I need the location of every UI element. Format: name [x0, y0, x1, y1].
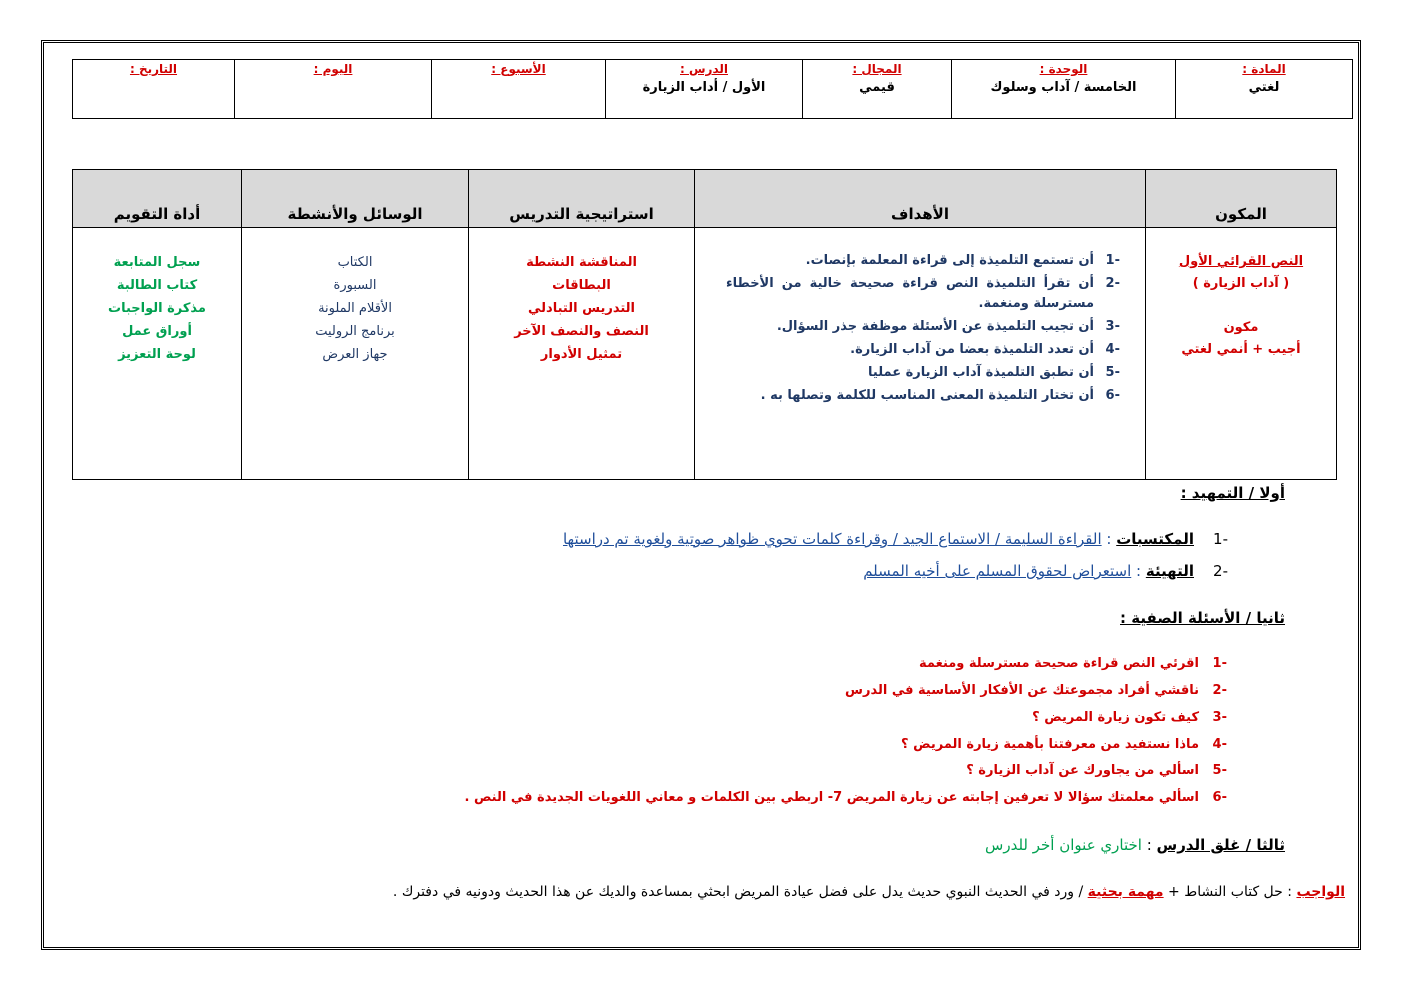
table-header-row [73, 170, 1337, 228]
field-value: قيمي [859, 80, 895, 95]
goal-number: -6 [1105, 388, 1120, 403]
evaluation-item: مذكرة الواجبات [108, 301, 206, 316]
question-number: -4 [1212, 737, 1227, 752]
header-goals: الأهداف [695, 170, 1146, 228]
goal-number: -5 [1105, 365, 1120, 380]
day-label: اليوم : [313, 62, 353, 76]
intro-item-1-number: -1 [1213, 530, 1228, 548]
tool-item: برنامج الروليت [315, 324, 395, 339]
question-item [464, 790, 1227, 805]
question-text: اسألي معلمتك سؤالا لا تعرفين إجابته عن زيارة المريض 7- اربطي بين الكلمات و معاني اللغويات الجديدة في النص . [464, 790, 1199, 805]
question-number: -1 [1212, 656, 1227, 671]
tool-item: الكتاب [337, 255, 373, 270]
question-number: -2 [1212, 683, 1227, 698]
question-number: -5 [1212, 763, 1227, 778]
goal-text: أن تطبق التلميذة آداب الزيارة عمليا [868, 365, 1094, 380]
goal-number: -4 [1105, 342, 1120, 357]
question-text: ماذا نستفيد من معرفتنا بأهمية زيارة المريض ؟ [901, 737, 1199, 752]
question-item [901, 737, 1227, 752]
component-line2: ( آداب الزيارة ) [1192, 276, 1290, 291]
goal-item [726, 317, 1120, 337]
question-number: -6 [1212, 790, 1227, 805]
homework-label: الواجب [1296, 884, 1345, 900]
goal-item [726, 274, 1120, 314]
lesson-info-table [72, 59, 1353, 119]
strategy-cell [469, 228, 695, 480]
header-strategy: استراتيجية التدريس [469, 170, 695, 228]
goal-text: أن تجيب التلميذة عن الأسئلة موظفة جذر السؤال. [776, 319, 1094, 334]
lesson-value: الأول / أداب الزيارة [642, 80, 766, 95]
evaluation-cell [73, 228, 242, 480]
question-item [966, 763, 1227, 778]
header-component: المكون [1146, 170, 1337, 228]
table-body-row [73, 228, 1337, 480]
subject-label: المادة : [1242, 62, 1286, 76]
goal-text: أن تختار التلميذة المعنى المناسب للكلمة وتصلها به . [760, 388, 1094, 403]
day-cell [235, 60, 432, 119]
intro-item-2-number: -2 [1213, 562, 1228, 580]
component-line3: مكون [1223, 320, 1259, 335]
goal-item [726, 386, 1120, 406]
component-line4: أجيب + أنمي لغتي [1181, 342, 1301, 357]
header-evaluation: أداة التقويم [73, 170, 242, 228]
closing-text: اختاري عنوان أخر للدرس [985, 836, 1142, 854]
intro-title: أولا / التمهيد : [1180, 484, 1285, 502]
field-label: المجال : [852, 62, 902, 76]
component-cell [1146, 228, 1337, 480]
intro-item-2 [863, 562, 1228, 580]
closing-colon: : [1141, 836, 1157, 854]
acquired-label: المكتسبات [1116, 530, 1194, 548]
strategy-item: النصف والنصف الآخر [514, 324, 649, 339]
question-text: اقرئي النص قراءة صحيحة مسترسلة ومنغمة [919, 656, 1199, 671]
closing-row [985, 836, 1285, 854]
strategy-item: البطاقات [552, 278, 611, 293]
lesson-cell [606, 60, 803, 119]
research-task: مهمة بحثية [1087, 884, 1164, 900]
goal-number: -3 [1105, 319, 1120, 334]
acquired-text: القراءة السليمة / الاستماع الجيد / وقراءة كلمات تحوي ظواهر صوتية ولغوية تم دراستها [562, 530, 1102, 548]
date-label: التاريخ : [129, 62, 178, 76]
component-line1: النص القرائي الأول [1178, 254, 1304, 269]
preparation-label: التهيئة [1145, 562, 1194, 580]
question-number: -3 [1212, 710, 1227, 725]
goal-text: أن تستمع التلميذة إلى قراءة المعلمة بإنصات. [805, 253, 1094, 268]
strategy-item: المناقشة النشطة [526, 255, 637, 270]
tool-item: جهاز العرض [322, 347, 388, 362]
preparation-text: استعراض لحقوق المسلم على أخيه المسلم [863, 562, 1132, 580]
date-cell [73, 60, 235, 119]
goals-cell [695, 228, 1146, 480]
homework-colon: : [1282, 884, 1297, 900]
question-item [1032, 710, 1227, 725]
preparation-colon: : [1131, 562, 1146, 580]
evaluation-item: لوحة التعزيز [118, 347, 196, 362]
week-cell [432, 60, 606, 119]
strategy-item: تمثيل الأدوار [540, 347, 623, 362]
goal-text: أن تعدد التلميذة بعضا من آداب الزيارة. [850, 342, 1094, 357]
tools-cell [242, 228, 469, 480]
homework-part2: / ورد في الحديث النبوي حديث يدل على فضل عيادة المريض ابحثي بمساعدة والديك عن هذا الحديث ودونيه في دفترك . [392, 884, 1088, 900]
unit-cell [952, 60, 1176, 119]
goal-item [726, 251, 1120, 271]
goal-number: -2 [1105, 276, 1120, 291]
intro-item-1 [563, 530, 1228, 548]
question-text: ناقشي أفراد مجموعتك عن الأفكار الأساسية في الدرس [845, 683, 1199, 698]
strategy-item: التدريس التبادلي [528, 301, 635, 316]
evaluation-item: أوراق عمل [122, 324, 192, 339]
question-text: كيف تكون زيارة المريض ؟ [1032, 710, 1199, 725]
lesson-plan-table [72, 169, 1337, 480]
subject-cell [1176, 60, 1353, 119]
header-tools: الوسائل والأنشطة [242, 170, 469, 228]
question-item [845, 683, 1227, 698]
goal-text: أن تقرأ التلميذة النص قراءة صحيحة خالية من الأخطاء مسترسلة ومنغمة. [726, 276, 1094, 311]
lesson-label: الدرس : [680, 62, 728, 76]
goal-item [726, 340, 1120, 360]
homework-row [393, 884, 1345, 900]
unit-label: الوحدة : [1039, 62, 1088, 76]
tool-item: السبورة [333, 278, 377, 293]
goal-number: -1 [1105, 253, 1120, 268]
homework-part1: حل كتاب النشاط + [1163, 884, 1283, 900]
question-text: اسألي من يجاورك عن آداب الزيارة ؟ [966, 763, 1199, 778]
week-label: الأسبوع : [491, 62, 546, 76]
acquired-colon: : [1101, 530, 1117, 548]
closing-title: ثالثا / غلق الدرس [1156, 836, 1285, 854]
goal-item [726, 363, 1120, 383]
question-item [919, 656, 1227, 671]
subject-value: لغتي [1248, 80, 1280, 95]
evaluation-item: كتاب الطالبة [116, 278, 198, 293]
unit-value: الخامسة / آداب وسلوك [990, 80, 1137, 95]
tool-item: الأقلام الملونة [318, 301, 392, 316]
field-cell [803, 60, 952, 119]
questions-title: ثانيا / الأسئلة الصفية : [1120, 609, 1285, 627]
evaluation-item: سجل المتابعة [113, 255, 201, 270]
